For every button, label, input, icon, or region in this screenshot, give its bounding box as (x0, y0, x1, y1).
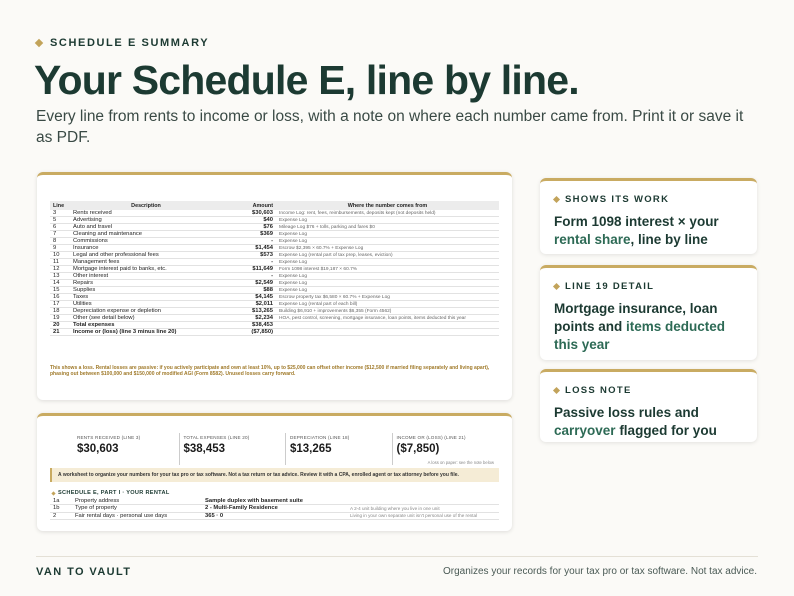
cell-line: 6 (50, 224, 70, 231)
cell-line: 1b (50, 505, 72, 513)
cell-label: Type of property (72, 505, 202, 513)
callout-text (554, 404, 743, 440)
cell-line: 14 (50, 280, 70, 287)
table-row (50, 252, 499, 259)
cell-line: 13 (50, 273, 70, 280)
cell-line: 7 (50, 231, 70, 238)
cell-source: Expense Log (276, 217, 499, 224)
cell-description: Other (see detail below) (70, 315, 222, 322)
callout-tag (554, 281, 743, 292)
table-row (50, 505, 499, 513)
cell-amount: $30,603 (222, 210, 276, 217)
cell-description: Auto and travel (70, 224, 222, 231)
cell-amount: $38,453 (222, 322, 276, 329)
cell-amount: - (222, 238, 276, 245)
cell-description: Utilities (70, 301, 222, 308)
callout-text (554, 213, 743, 249)
cell-description: Rents received (70, 210, 222, 217)
footer-disclaimer: Organizes your records for your tax pro or tax software. Not tax advice. (442, 566, 757, 577)
cell-hint: Living in your own separate unit isn't personal use of the rental (347, 512, 499, 520)
cell-source: Expense Log (rental part of tax prep, leases, eviction) (276, 252, 499, 259)
cell-source: Escrow property tax $6,580 × 60.7% + Expense Log (276, 294, 499, 301)
callout-highlight: carryover (554, 423, 616, 438)
cell-description: Other interest (70, 273, 222, 280)
cell-line: 3 (50, 210, 70, 217)
cell-amount: ($7,850) (222, 329, 276, 336)
cell-value: 2 - Multi-Family Residence (202, 505, 347, 513)
callout-text-part: , line by line (630, 232, 708, 247)
cell-line: 20 (50, 322, 70, 329)
summary-row (73, 433, 498, 465)
cell-line: 5 (50, 217, 70, 224)
part1-table (50, 497, 499, 520)
summary-value: ($7,850) (396, 443, 440, 455)
schedule-table (50, 201, 499, 336)
callout-text-part: Passive loss rules and (554, 405, 699, 420)
eyebrow (36, 37, 209, 49)
cell-source: Expense Log (276, 280, 499, 287)
loss-note-text: This shows a loss. Rental losses are passive: if you actively participate and own at least 10%, up to $25,000 can offset other income ($12,500 if married filing separately and living apart), phasing out between $100,000 and $150,000 of modified AGI (Form 8582). Unused losses carry forward. (50, 365, 490, 378)
part-title (52, 490, 170, 496)
cell-source: HOA, pest control, screening, mortgage insurance, loan points, items deducted this year (276, 315, 499, 322)
cell-source: Building $6,910 + improvements $6,355 (Form 4562) (276, 308, 499, 315)
table-row (50, 210, 499, 217)
cell-description: Management fees (70, 259, 222, 266)
cell-source: Expense Log (276, 238, 499, 245)
cell-source: Income Log: rent, fees, reimbursements, deposits kept (not deposits held) (276, 210, 499, 217)
cell-value: 365 · 0 (202, 512, 347, 520)
cell-hint: A 2-4 unit building where you live in one unit (347, 505, 499, 513)
summary-label: TOTAL EXPENSES (LINE 20) (183, 435, 250, 440)
cell-source: Mileage Log $76 + tolls, parking and fares $0 (276, 224, 499, 231)
table-row (50, 308, 499, 315)
table-row (50, 315, 499, 322)
column-header-line: Line (50, 201, 70, 210)
callout-tag (554, 385, 743, 396)
callout-text (554, 300, 743, 354)
cell-line: 16 (50, 294, 70, 301)
summary-cell (285, 433, 392, 465)
cell-amount: - (222, 259, 276, 266)
cell-line: 8 (50, 238, 70, 245)
table-row (50, 259, 499, 266)
cell-source: Expense Log (276, 259, 499, 266)
table-row (50, 512, 499, 520)
callout-tag-label: LINE 19 DETAIL (565, 281, 655, 292)
cell-amount: $13,265 (222, 308, 276, 315)
cell-source: Expense Log (rental part of each bill) (276, 301, 499, 308)
cell-amount: $2,549 (222, 280, 276, 287)
cell-amount: $11,649 (222, 266, 276, 273)
cell-source: Escrow $2,395 × 60.7% + Expense Log (276, 245, 499, 252)
table-row (50, 497, 499, 505)
worksheet-banner: A worksheet to organize your numbers for your tax pro or tax software. Not a tax return or tax advice. Review it with a CPA, enrolled agent or tax attorney before you file. (50, 468, 499, 482)
page-title: Your Schedule E, line by line. (34, 57, 579, 103)
total-row (50, 329, 499, 336)
cell-line: 19 (50, 315, 70, 322)
cell-description: Total expenses (70, 322, 222, 329)
callout-tag-label: SHOWS ITS WORK (565, 194, 670, 205)
cell-amount: $76 (222, 224, 276, 231)
cell-amount: $2,234 (222, 315, 276, 322)
callout-text-part: Mortgage insurance, loan points and (554, 301, 718, 334)
total-row (50, 322, 499, 329)
cell-label: Fair rental days · personal use days (72, 512, 202, 520)
brand-name: VAN TO VAULT (36, 566, 132, 578)
cell-line: 17 (50, 301, 70, 308)
callout-shows-its-work (540, 178, 757, 254)
table-header-row (50, 201, 499, 210)
part-title-label: SCHEDULE E, PART I · YOUR RENTAL (58, 490, 170, 496)
table-row (50, 238, 499, 245)
cell-amount: $1,454 (222, 245, 276, 252)
table-row (50, 217, 499, 224)
table-row (50, 287, 499, 294)
column-header-source: Where the number comes from (276, 201, 499, 210)
table-row (50, 280, 499, 287)
cell-description: Taxes (70, 294, 222, 301)
cell-amount: $40 (222, 217, 276, 224)
cell-source (276, 329, 499, 336)
callout-text-part: Form 1098 interest × your (554, 214, 719, 229)
cell-line: 1a (50, 497, 72, 505)
footer-divider (36, 556, 758, 557)
cell-amount: $369 (222, 231, 276, 238)
cell-amount: $4,145 (222, 294, 276, 301)
table-row (50, 231, 499, 238)
eyebrow-label: SCHEDULE E SUMMARY (50, 37, 210, 49)
summary-label: DEPRECIATION (LINE 18) (290, 435, 350, 440)
cell-description: Cleaning and maintenance (70, 231, 222, 238)
cell-description: Advertising (70, 217, 222, 224)
diamond-icon (553, 387, 560, 394)
cell-amount: $573 (222, 252, 276, 259)
cell-description: Repairs (70, 280, 222, 287)
callout-text-part: flagged for you (615, 423, 717, 438)
cell-source: Expense Log (276, 273, 499, 280)
cell-line: 2 (50, 512, 72, 520)
summary-label: RENTS RECEIVED (LINE 3) (77, 435, 141, 440)
callout-highlight: items deducted this year (554, 319, 726, 352)
diamond-icon (35, 39, 43, 47)
cell-hint (347, 497, 499, 505)
callout-line-19-detail (540, 265, 757, 360)
cell-description: Legal and other professional fees (70, 252, 222, 259)
summary-preview-card (37, 413, 512, 531)
page-subtitle: Every line from rents to income or loss, with a note on where each number came from. Print it or save it as PDF. (36, 108, 744, 146)
column-header-amount: Amount (222, 201, 276, 210)
cell-source (276, 322, 499, 329)
summary-value: $30,603 (77, 443, 119, 455)
schedule-table-body (50, 210, 499, 336)
cell-description: Commissions (70, 238, 222, 245)
summary-value: $38,453 (183, 443, 226, 455)
cell-description: Insurance (70, 245, 222, 252)
cell-line: 9 (50, 245, 70, 252)
cell-amount: $2,011 (222, 301, 276, 308)
table-row (50, 224, 499, 231)
cell-amount: - (222, 273, 276, 280)
callout-loss-note (540, 369, 757, 442)
summary-cell (73, 433, 179, 465)
column-header-description: Description (70, 201, 222, 210)
callout-highlight: rental share (554, 232, 631, 247)
table-row (50, 266, 499, 273)
cell-source: Expense Log (276, 231, 499, 238)
cell-line: 21 (50, 329, 70, 336)
cell-source: Expense Log (276, 287, 499, 294)
table-row (50, 294, 499, 301)
table-row (50, 245, 499, 252)
summary-cell (179, 433, 286, 465)
callout-tag (554, 194, 743, 205)
cell-description: Mortgage interest paid to banks, etc. (70, 266, 222, 273)
table-row (50, 301, 499, 308)
part1-table-body (50, 497, 499, 520)
diamond-icon (553, 196, 560, 203)
summary-cell (392, 433, 499, 465)
cell-description: Depreciation expense or depletion (70, 308, 222, 315)
cell-description: Income or (loss) (line 3 minus line 20) (70, 329, 222, 336)
cell-line: 10 (50, 252, 70, 259)
cell-description: Supplies (70, 287, 222, 294)
cell-line: 12 (50, 266, 70, 273)
schedule-preview-card (37, 172, 512, 400)
summary-value: $13,265 (290, 443, 332, 455)
diamond-icon (51, 491, 55, 495)
cell-line: 18 (50, 308, 70, 315)
summary-label: INCOME OR (LOSS) (LINE 21) (396, 435, 466, 440)
cell-value: Sample duplex with basement suite (202, 497, 347, 505)
cell-label: Property address (72, 497, 202, 505)
cell-line: 15 (50, 287, 70, 294)
cell-line: 11 (50, 259, 70, 266)
diamond-icon (553, 283, 560, 290)
table-row (50, 273, 499, 280)
callout-tag-label: LOSS NOTE (565, 385, 632, 396)
cell-source: Form 1098 interest $19,187 × 60.7% (276, 266, 499, 273)
cell-amount: $88 (222, 287, 276, 294)
summary-hint: A loss on paper: see the note below (427, 460, 494, 465)
